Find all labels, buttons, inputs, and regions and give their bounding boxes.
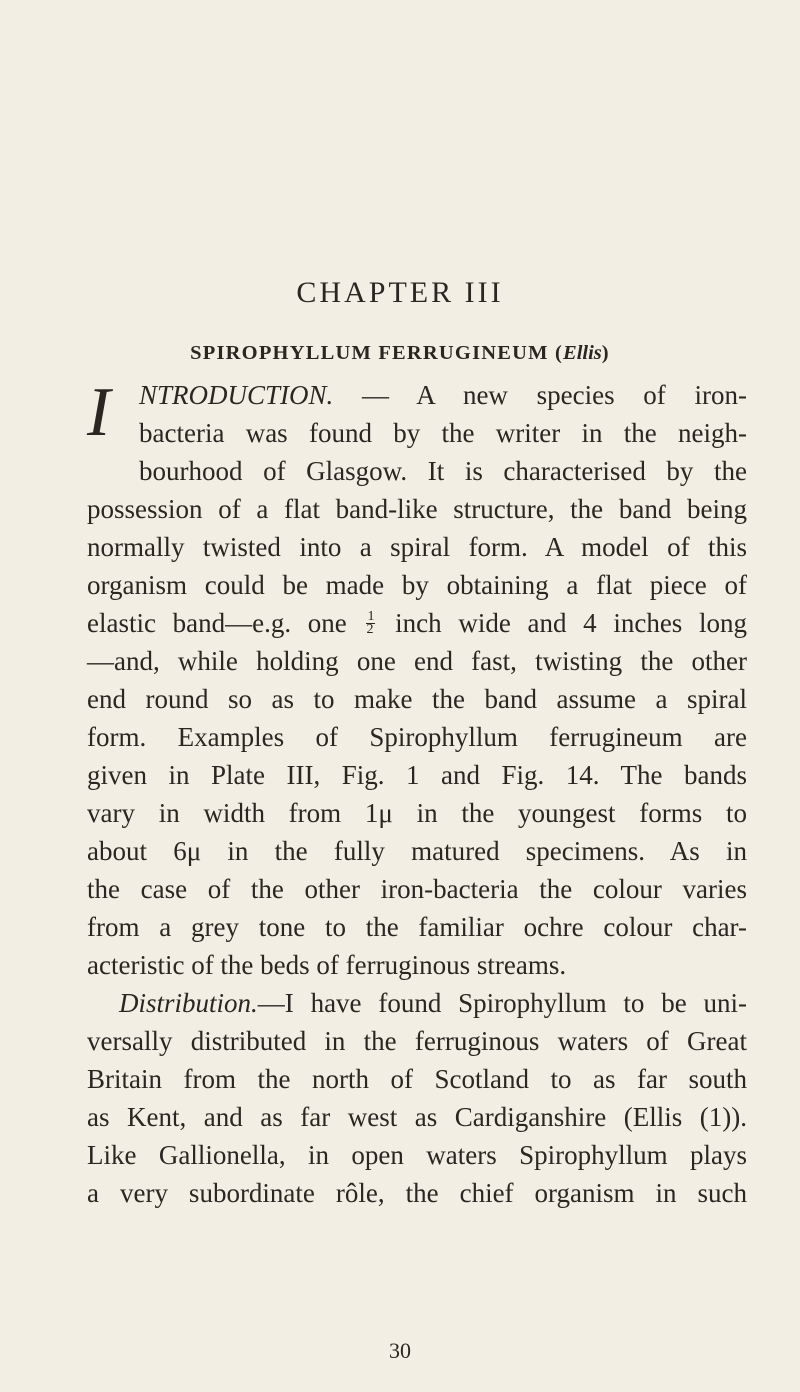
intro-opening — [87, 376, 747, 452]
fraction-one-half — [366, 611, 375, 636]
intro-line-3: bourhood of Glasgow. It is characterised by the — [139, 456, 747, 486]
text-line — [139, 376, 747, 414]
intro-line-5: normally twisted into a spiral form. A model of this — [87, 532, 747, 562]
page-number: 30 — [389, 1338, 411, 1363]
author-close-paren: ) — [601, 342, 610, 364]
distribution-line-4: as Kent, and as far west as Cardiganshire (Ellis (1)). — [87, 1102, 747, 1132]
intro-line-4: possession of a flat band-like structure, the band being — [87, 494, 747, 524]
distribution-line-6: a very subordinate rôle, the chief organism in such — [87, 1178, 747, 1208]
distribution-line-2: versally distributed in the ferruginous waters of Great — [87, 1026, 747, 1056]
intro-label: NTRODUCTION. — [139, 380, 334, 410]
distribution-label: Distribution. — [119, 988, 258, 1018]
intro-line-2: bacteria was found by the writer in the neigh- — [139, 418, 747, 448]
section-title-text: SPIROPHYLLUM FERRUGINEUM — [190, 342, 549, 364]
distribution-line-1 — [87, 984, 747, 1022]
distribution-line-3: Britain from the north of Scotland to as far south — [87, 1064, 747, 1094]
drop-cap: I — [87, 374, 111, 451]
intro-line-14: the case of the other iron-bacteria the colour varies — [87, 874, 747, 904]
intro-line-12: vary in width from 1μ in the youngest forms to — [87, 798, 747, 828]
fraction-numerator: 1 — [367, 609, 375, 625]
distribution-first-rest: —I have found Spirophyllum to be uni- — [257, 988, 747, 1018]
intro-line-16: acteristic of the beds of ferruginous streams. — [87, 950, 567, 980]
intro-line-11: given in Plate III, Fig. 1 and Fig. 14. The bands — [87, 760, 747, 790]
intro-line-7 — [87, 604, 747, 642]
intro-line-15: from a grey tone to the familiar ochre colour char- — [87, 912, 747, 942]
body-text — [87, 376, 747, 1212]
chapter-heading: CHAPTER III — [296, 276, 504, 309]
intro-line-10: form. Examples of Spirophyllum ferrugineum are — [87, 722, 747, 752]
intro-line-8: —and, while holding one end fast, twisting the other — [87, 646, 747, 676]
section-title — [0, 342, 800, 365]
fraction-denominator: 2 — [366, 622, 374, 638]
author-open-paren: ( — [555, 342, 564, 364]
distribution-line-5: Like Gallionella, in open waters Spirophyllum plays — [87, 1140, 747, 1170]
intro-line-6: organism could be made by obtaining a flat piece of — [87, 570, 747, 600]
intro-line-9: end round so as to make the band assume a spiral — [87, 684, 747, 714]
line7-before: elastic band—e.g. one — [87, 608, 347, 638]
line7-after: inch wide and 4 inches long — [395, 608, 747, 638]
intro-line-1: — A new species of iron- — [333, 380, 747, 410]
section-author: Ellis — [563, 342, 602, 364]
intro-line-13: about 6μ in the fully matured specimens. As in — [87, 836, 747, 866]
